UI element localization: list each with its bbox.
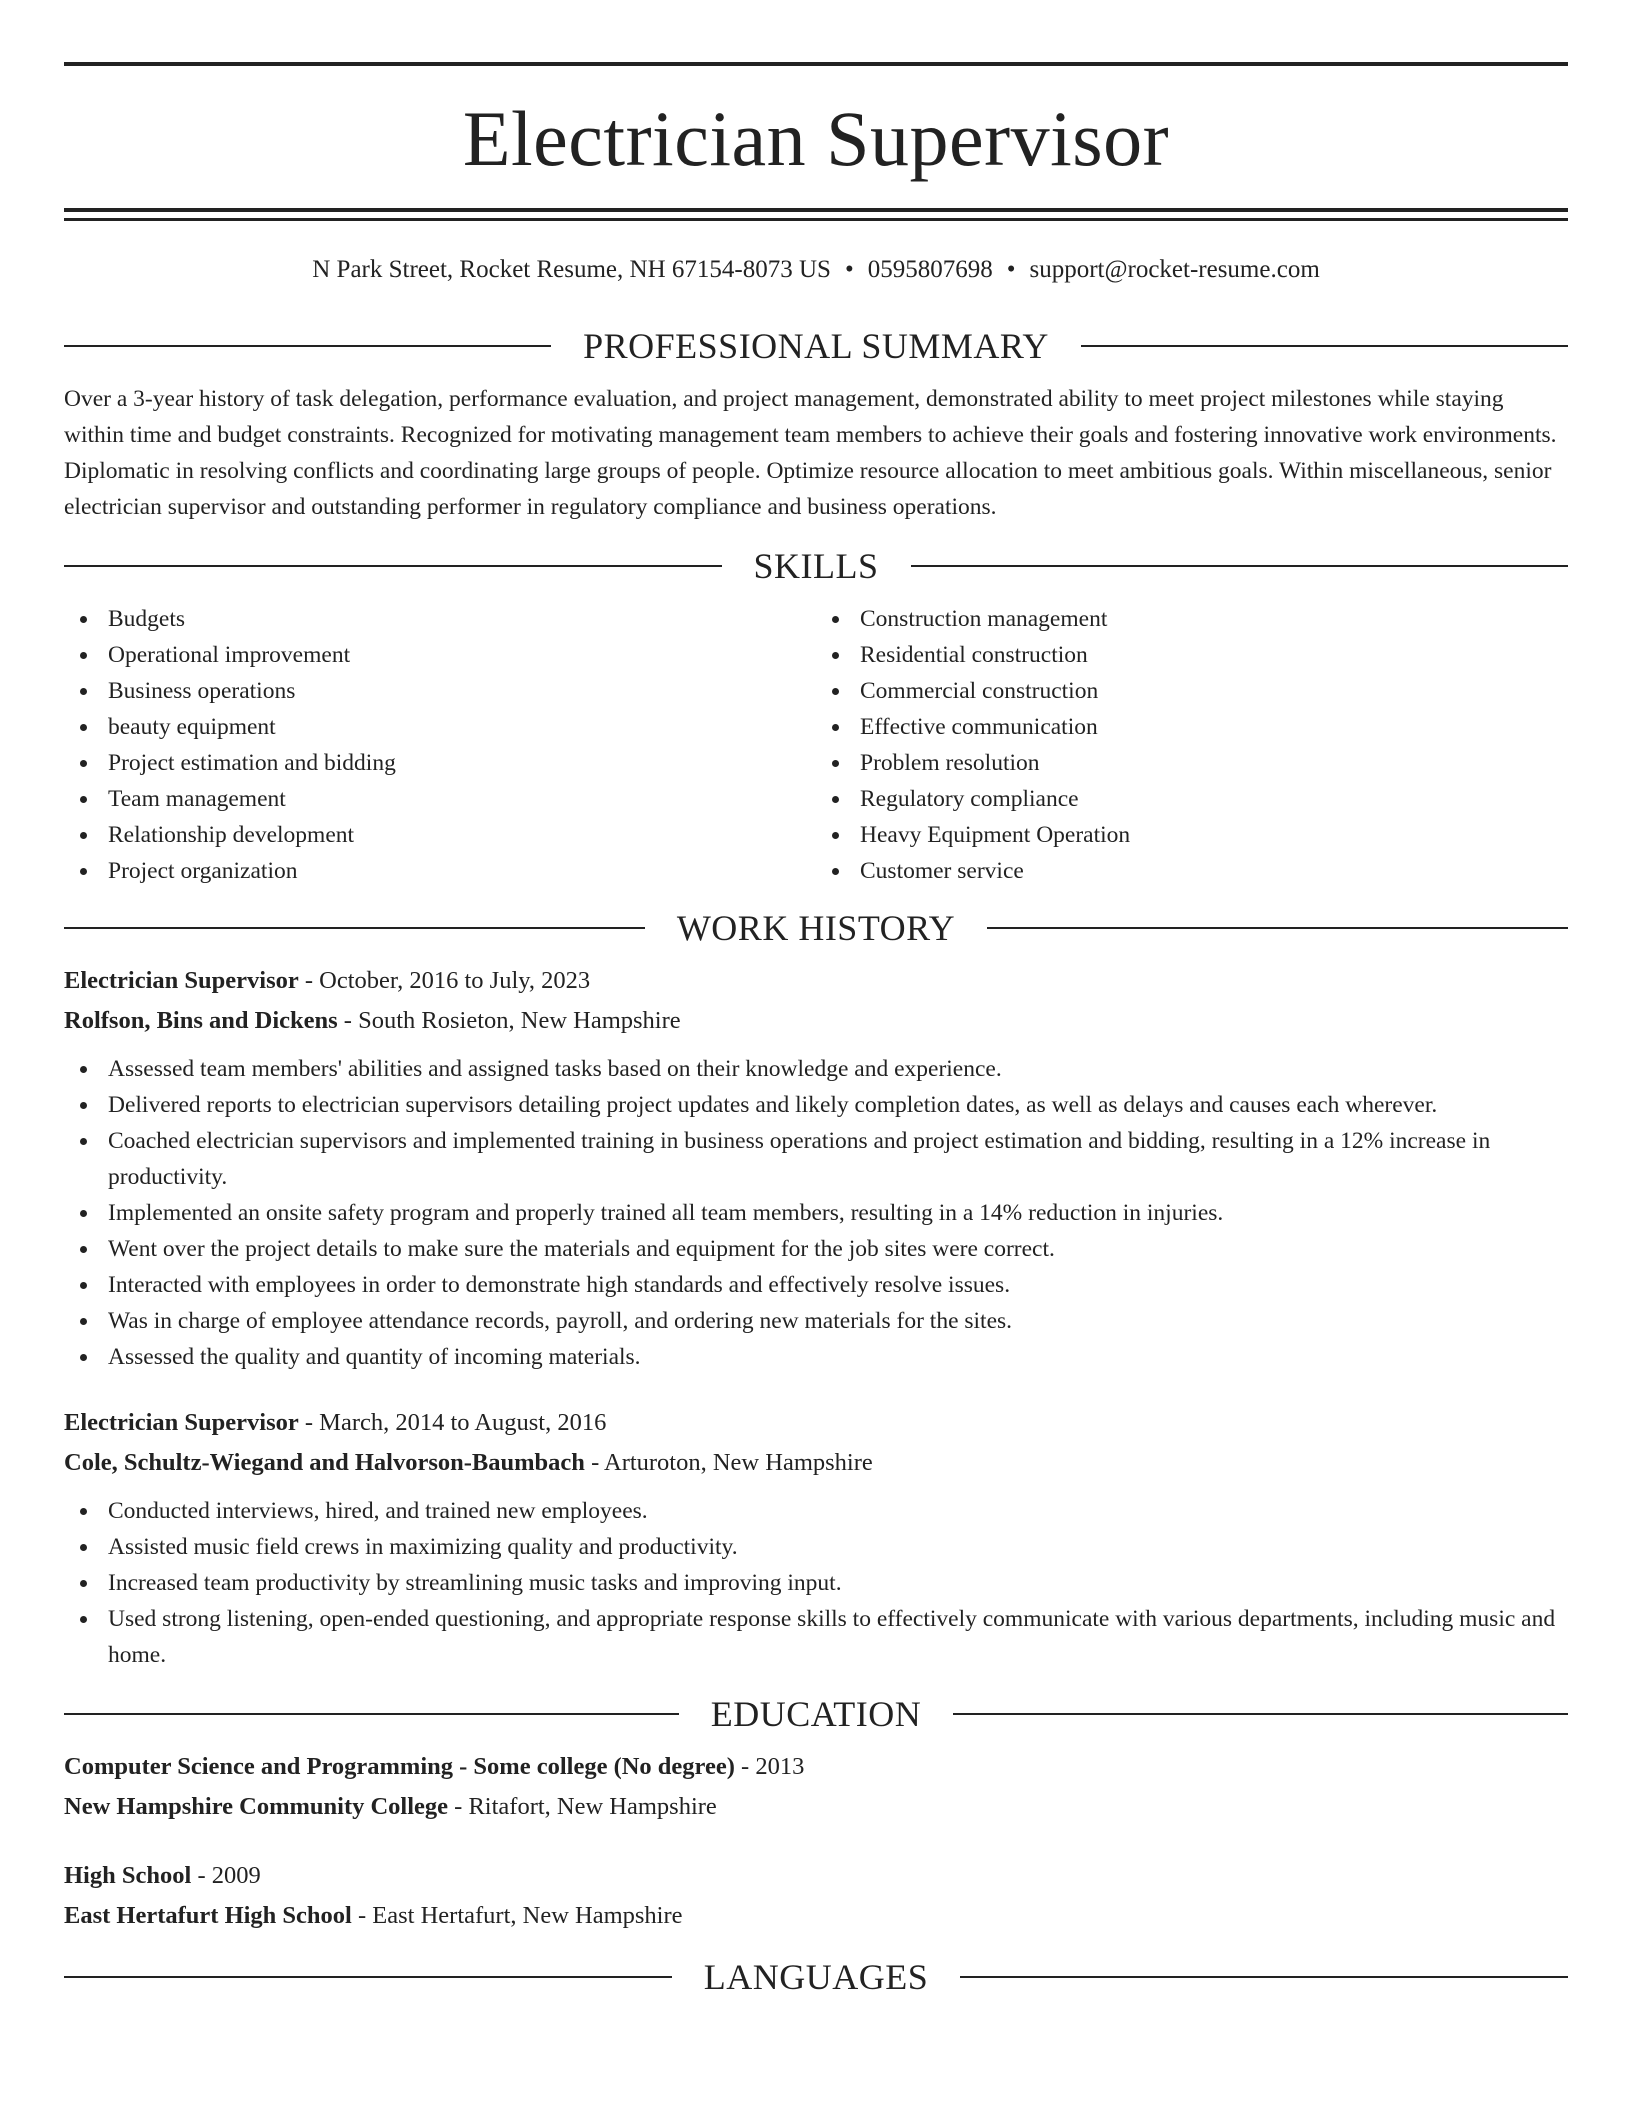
- skill-item: Operational improvement: [64, 637, 816, 673]
- job-bullet: Increased team productivity by streamlining music tasks and improving input.: [64, 1565, 1568, 1601]
- job-bullet: Went over the project details to make sure the materials and equipment for the job sites were correct.: [64, 1231, 1568, 1267]
- school-location: - Ritafort, New Hampshire: [448, 1793, 717, 1820]
- job-bullet: Implemented an onsite safety program and properly trained all team members, resulting in a 14% reduction in injuries.: [64, 1195, 1568, 1231]
- skills-column-left: [64, 601, 816, 889]
- contact-separator: •: [1006, 256, 1016, 283]
- skill-item: Project organization: [64, 853, 816, 889]
- skill-item: Heavy Equipment Operation: [816, 817, 1568, 853]
- job-dates: - October, 2016 to July, 2023: [298, 967, 591, 994]
- degree-line: [64, 1856, 1568, 1896]
- job-title-line: [64, 1403, 1568, 1443]
- contact-separator: •: [844, 256, 854, 283]
- skill-item: Budgets: [64, 601, 816, 637]
- job-bullet: Delivered reports to electrician supervisors detailing project updates and likely completion dates, as well as delays and causes each wherever.: [64, 1087, 1568, 1123]
- contact-line: [64, 255, 1568, 285]
- divider: [64, 345, 551, 347]
- job-bullet: Coached electrician supervisors and implemented training in business operations and project estimation and bidding, resulting in a 12% increase in productivity.: [64, 1123, 1568, 1195]
- skill-item: Relationship development: [64, 817, 816, 853]
- school-line: [64, 1896, 1568, 1936]
- job-bullet: Assisted music field crews in maximizing quality and productivity.: [64, 1529, 1568, 1565]
- skills-section-header: [64, 545, 1568, 587]
- languages-heading: LANGUAGES: [703, 1957, 929, 1997]
- education-section-header: [64, 1693, 1568, 1735]
- education-entry: [64, 1747, 1568, 1827]
- divider: [64, 565, 722, 567]
- job-company: Cole, Schultz-Wiegand and Halvorson-Baumbach: [64, 1449, 585, 1476]
- job-bullet: Assessed the quality and quantity of incoming materials.: [64, 1339, 1568, 1375]
- school-location: - East Hertafurt, New Hampshire: [351, 1902, 683, 1929]
- education-entry: [64, 1856, 1568, 1936]
- summary-heading: PROFESSIONAL SUMMARY: [583, 326, 1049, 366]
- job-dates: - March, 2014 to August, 2016: [298, 1409, 607, 1436]
- job-bullet: Conducted interviews, hired, and trained new employees.: [64, 1493, 1568, 1529]
- degree-year: - 2013: [734, 1753, 805, 1780]
- skill-item: Problem resolution: [816, 745, 1568, 781]
- degree: High School: [64, 1862, 192, 1889]
- degree-line: [64, 1747, 1568, 1787]
- divider: [953, 1713, 1568, 1715]
- skill-item: Project estimation and bidding: [64, 745, 816, 781]
- job-location: - Arturoton, New Hampshire: [584, 1449, 873, 1476]
- skill-item: Regulatory compliance: [816, 781, 1568, 817]
- summary-section-header: [64, 325, 1568, 367]
- skills-column-right: [816, 601, 1568, 889]
- job-location: - South Rosieton, New Hampshire: [337, 1007, 681, 1034]
- summary-text: Over a 3-year history of task delegation, performance evaluation, and project management, demonstrated ability to meet project milestones while staying within time and budget constraints. Recognized for motivating management team members to achieve their goals and fostering innovative work environments. Diplomatic in resolving conflicts and coordinating large groups of people. Optimize resource allocation to meet ambitious goals. Within miscellaneous, senior electrician supervisor and outstanding performer in regulatory compliance and business operations.: [64, 386, 1557, 520]
- job-bullet: Assessed team members' abilities and assigned tasks based on their knowledge and experience.: [64, 1051, 1568, 1087]
- candidate-name: Electrician Supervisor: [462, 95, 1170, 182]
- job-title-line: [64, 961, 1568, 1001]
- work-section-header: [64, 907, 1568, 949]
- job-title: Electrician Supervisor: [64, 1409, 299, 1436]
- skills-heading: SKILLS: [753, 546, 879, 586]
- school-line: [64, 1787, 1568, 1827]
- skill-item: Construction management: [816, 601, 1568, 637]
- skill-item: Effective communication: [816, 709, 1568, 745]
- skills-list: [64, 601, 1568, 889]
- degree-year: - 2009: [191, 1862, 261, 1889]
- skill-item: Residential construction: [816, 637, 1568, 673]
- job-title: Electrician Supervisor: [64, 967, 299, 994]
- job-company-line: [64, 1443, 1568, 1483]
- divider: [987, 927, 1568, 929]
- divider: [64, 927, 645, 929]
- job-bullet: Was in charge of employee attendance records, payroll, and ordering new materials for the sites.: [64, 1303, 1568, 1339]
- contact-address: N Park Street, Rocket Resume, NH 67154-8073 US: [312, 256, 831, 283]
- work-heading: WORK HISTORY: [676, 908, 956, 948]
- top-rule: [64, 62, 1568, 66]
- divider: [911, 565, 1569, 567]
- divider: [960, 1976, 1568, 1978]
- skill-item: beauty equipment: [64, 709, 816, 745]
- job-bullet: Used strong listening, open-ended questioning, and appropriate response skills to effectively communicate with various departments, including music and home.: [64, 1601, 1568, 1673]
- school: New Hampshire Community College: [64, 1793, 449, 1820]
- skill-item: Team management: [64, 781, 816, 817]
- divider: [1081, 345, 1568, 347]
- school: East Hertafurt High School: [64, 1902, 352, 1929]
- skill-item: Commercial construction: [816, 673, 1568, 709]
- degree: Computer Science and Programming - Some college (No degree): [64, 1753, 735, 1780]
- job-entry: [64, 961, 1568, 1375]
- job-entry: [64, 1403, 1568, 1673]
- contact-email: support@rocket-resume.com: [1029, 256, 1320, 283]
- job-company: Rolfson, Bins and Dickens: [64, 1007, 338, 1034]
- job-bullets: [64, 1493, 1568, 1673]
- job-bullets: [64, 1051, 1568, 1375]
- divider: [64, 1713, 679, 1715]
- header-double-rule: [64, 208, 1568, 221]
- job-company-line: [64, 1001, 1568, 1041]
- contact-phone: 0595807698: [867, 256, 993, 283]
- languages-section-header: [64, 1956, 1568, 1998]
- skill-item: Business operations: [64, 673, 816, 709]
- skill-item: Customer service: [816, 853, 1568, 889]
- job-bullet: Interacted with employees in order to demonstrate high standards and effectively resolve issues.: [64, 1267, 1568, 1303]
- divider: [64, 1976, 672, 1978]
- education-heading: EDUCATION: [710, 1694, 922, 1734]
